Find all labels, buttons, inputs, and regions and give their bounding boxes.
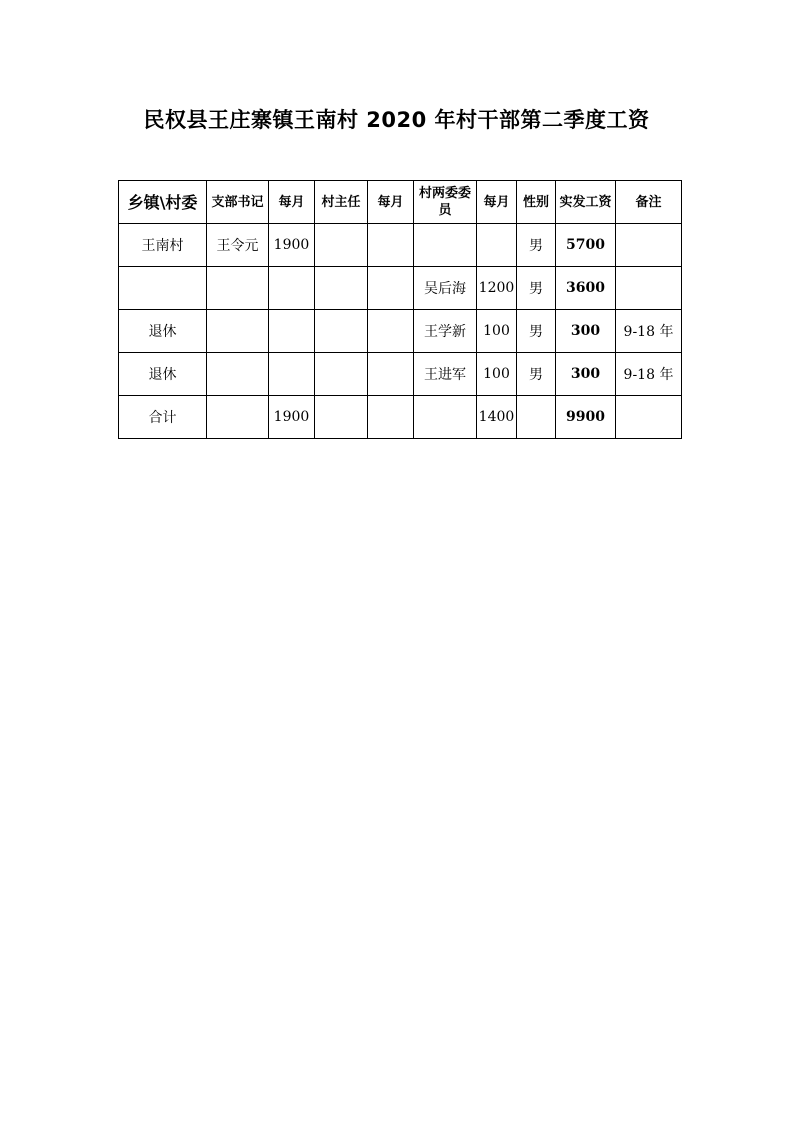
table-cell: 王学新 (414, 310, 477, 353)
table-cell (269, 267, 315, 310)
header-cell: 实发工资 (556, 181, 616, 224)
table-cell: 300 (556, 310, 616, 353)
table-cell: 100 (477, 310, 517, 353)
table-cell (207, 310, 269, 353)
table-cell (269, 310, 315, 353)
table-cell (315, 267, 368, 310)
table-cell (368, 224, 414, 267)
table-row (119, 224, 682, 267)
table-cell: 王令元 (207, 224, 269, 267)
table-cell: 9-18 年 (616, 310, 682, 353)
table-row (119, 267, 682, 310)
table-cell: 男 (517, 267, 556, 310)
table-cell: 300 (556, 353, 616, 396)
table-cell: 吴后海 (414, 267, 477, 310)
table-cell (315, 396, 368, 439)
header-cell: 每月 (368, 181, 414, 224)
header-cell: 性别 (517, 181, 556, 224)
table-cell (368, 353, 414, 396)
table-cell: 退休 (119, 310, 207, 353)
table-cell: 1900 (269, 224, 315, 267)
table-cell: 合计 (119, 396, 207, 439)
header-cell: 村两委委员 (414, 181, 477, 224)
table-row (119, 310, 682, 353)
table-cell: 男 (517, 224, 556, 267)
table-cell: 男 (517, 310, 556, 353)
table-cell: 3600 (556, 267, 616, 310)
table-row (119, 353, 682, 396)
table-cell (616, 267, 682, 310)
header-cell: 备注 (616, 181, 682, 224)
table-cell: 退休 (119, 353, 207, 396)
table-cell: 5700 (556, 224, 616, 267)
table-cell: 男 (517, 353, 556, 396)
table-cell: 1200 (477, 267, 517, 310)
table-cell (315, 353, 368, 396)
header-cell: 村主任 (315, 181, 368, 224)
salary-table (118, 180, 682, 439)
header-cell: 每月 (477, 181, 517, 224)
table-cell (269, 353, 315, 396)
table-cell (315, 224, 368, 267)
table-cell: 王南村 (119, 224, 207, 267)
page-title: 民权县王庄寨镇王南村 2020 年村干部第二季度工资 (143, 108, 650, 132)
table-cell: 王进军 (414, 353, 477, 396)
table-cell (616, 396, 682, 439)
table-cell (368, 310, 414, 353)
header-cell: 支部书记 (207, 181, 269, 224)
table-cell (207, 396, 269, 439)
table-cell (207, 353, 269, 396)
table-cell (207, 267, 269, 310)
table-cell (414, 396, 477, 439)
header-cell: 每月 (269, 181, 315, 224)
table-cell (517, 396, 556, 439)
table-cell (368, 396, 414, 439)
table-cell (616, 224, 682, 267)
table-cell (414, 224, 477, 267)
header-cell: 乡镇\村委 (119, 181, 207, 224)
table-cell: 1400 (477, 396, 517, 439)
table-row-total (119, 396, 682, 439)
table-cell: 1900 (269, 396, 315, 439)
table-cell (477, 224, 517, 267)
table-cell: 9900 (556, 396, 616, 439)
table-header-row (119, 181, 682, 224)
table-cell: 100 (477, 353, 517, 396)
table-cell (315, 310, 368, 353)
table-cell: 9-18 年 (616, 353, 682, 396)
table-cell (119, 267, 207, 310)
table-cell (368, 267, 414, 310)
